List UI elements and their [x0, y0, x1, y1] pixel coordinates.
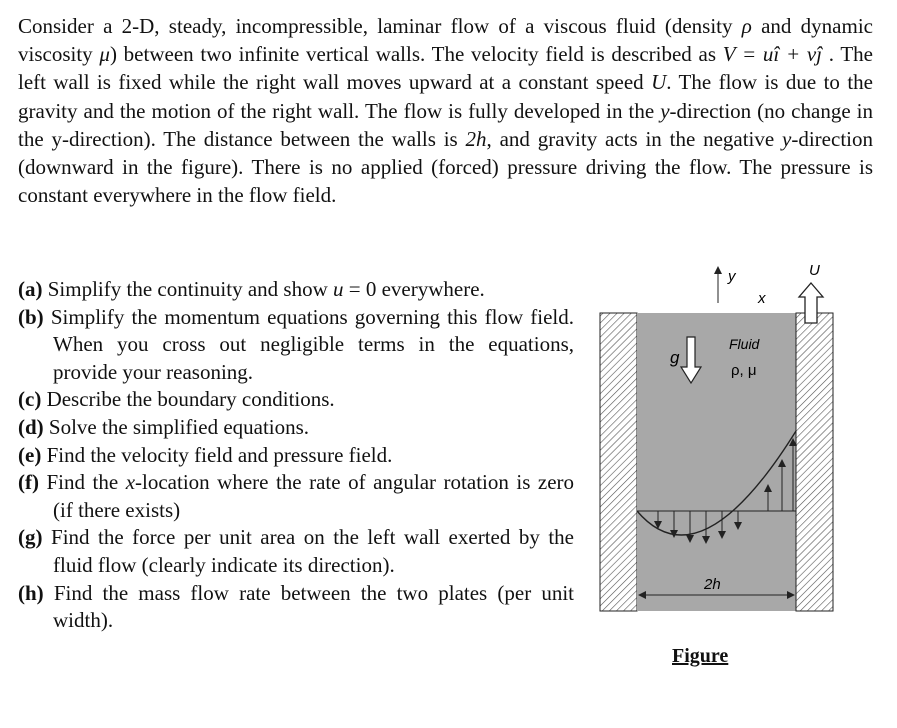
wall-speed-label: U — [809, 262, 820, 279]
question-parts-list — [18, 276, 574, 635]
question-part-b: (b) Simplify the momentum equations governing this flow field. When you cross out negligible terms in the equations, provide your reasoning. — [18, 304, 575, 384]
gap-width-symbol: 2h — [465, 126, 487, 151]
x-axis-label: x — [758, 290, 766, 307]
rho-symbol: ρ — [741, 14, 752, 38]
question-part-h: (h) Find the mass flow rate between the two plates (per unit width). — [18, 580, 574, 633]
wall-speed-symbol: U — [651, 70, 667, 95]
problem-statement: Consider a 2-D, steady, incompressible, laminar flow of a viscous fluid (density ρ and dynamic viscosity μ) between two infinite vertical walls. The velocity field is described as V = uî + vĵ . The left wall is fixed while the right wall moves upward at a constant speed U. The flow is due to the gravity and the motion of the right wall. The flow is fully developed in the y-direction (no change in the y-direction). The distance between the walls is 2h, and gravity acts in the negative y-direction (downward in the figure). There is no applied (forced) pressure driving the flow. The pressure is constant everywhere in the flow field. — [18, 14, 873, 208]
fluid-region — [637, 313, 796, 611]
left-wall — [600, 313, 637, 611]
right-wall — [796, 313, 833, 611]
figure-caption: Figure — [672, 645, 729, 667]
velocity-equation: V = uî + vĵ — [722, 42, 822, 67]
question-part-a: (a) Simplify the continuity and show u = 0 everywhere. — [18, 277, 485, 301]
flow-figure — [590, 255, 840, 615]
y-axis-label: y — [728, 268, 736, 285]
gap-width-label: 2h — [704, 576, 721, 593]
question-part-c: (c) Describe the boundary conditions. — [18, 387, 335, 412]
question-part-f: (f) Find the x-location where the rate of angular rotation is zero (if there exists) — [18, 470, 575, 522]
question-part-e: (e) Find the velocity field and pressure field. — [18, 442, 393, 467]
fluid-label: Fluid — [729, 336, 760, 352]
mu-symbol: μ — [99, 42, 110, 67]
fluid-properties-label: ρ, μ — [731, 362, 757, 379]
question-part-g: (g) Find the force per unit area on the left wall exerted by the fluid flow (clearly indicate its direction). — [18, 525, 575, 577]
question-part-d: (d) Solve the simplified equations. — [18, 414, 310, 439]
gravity-label: g — [670, 348, 680, 367]
